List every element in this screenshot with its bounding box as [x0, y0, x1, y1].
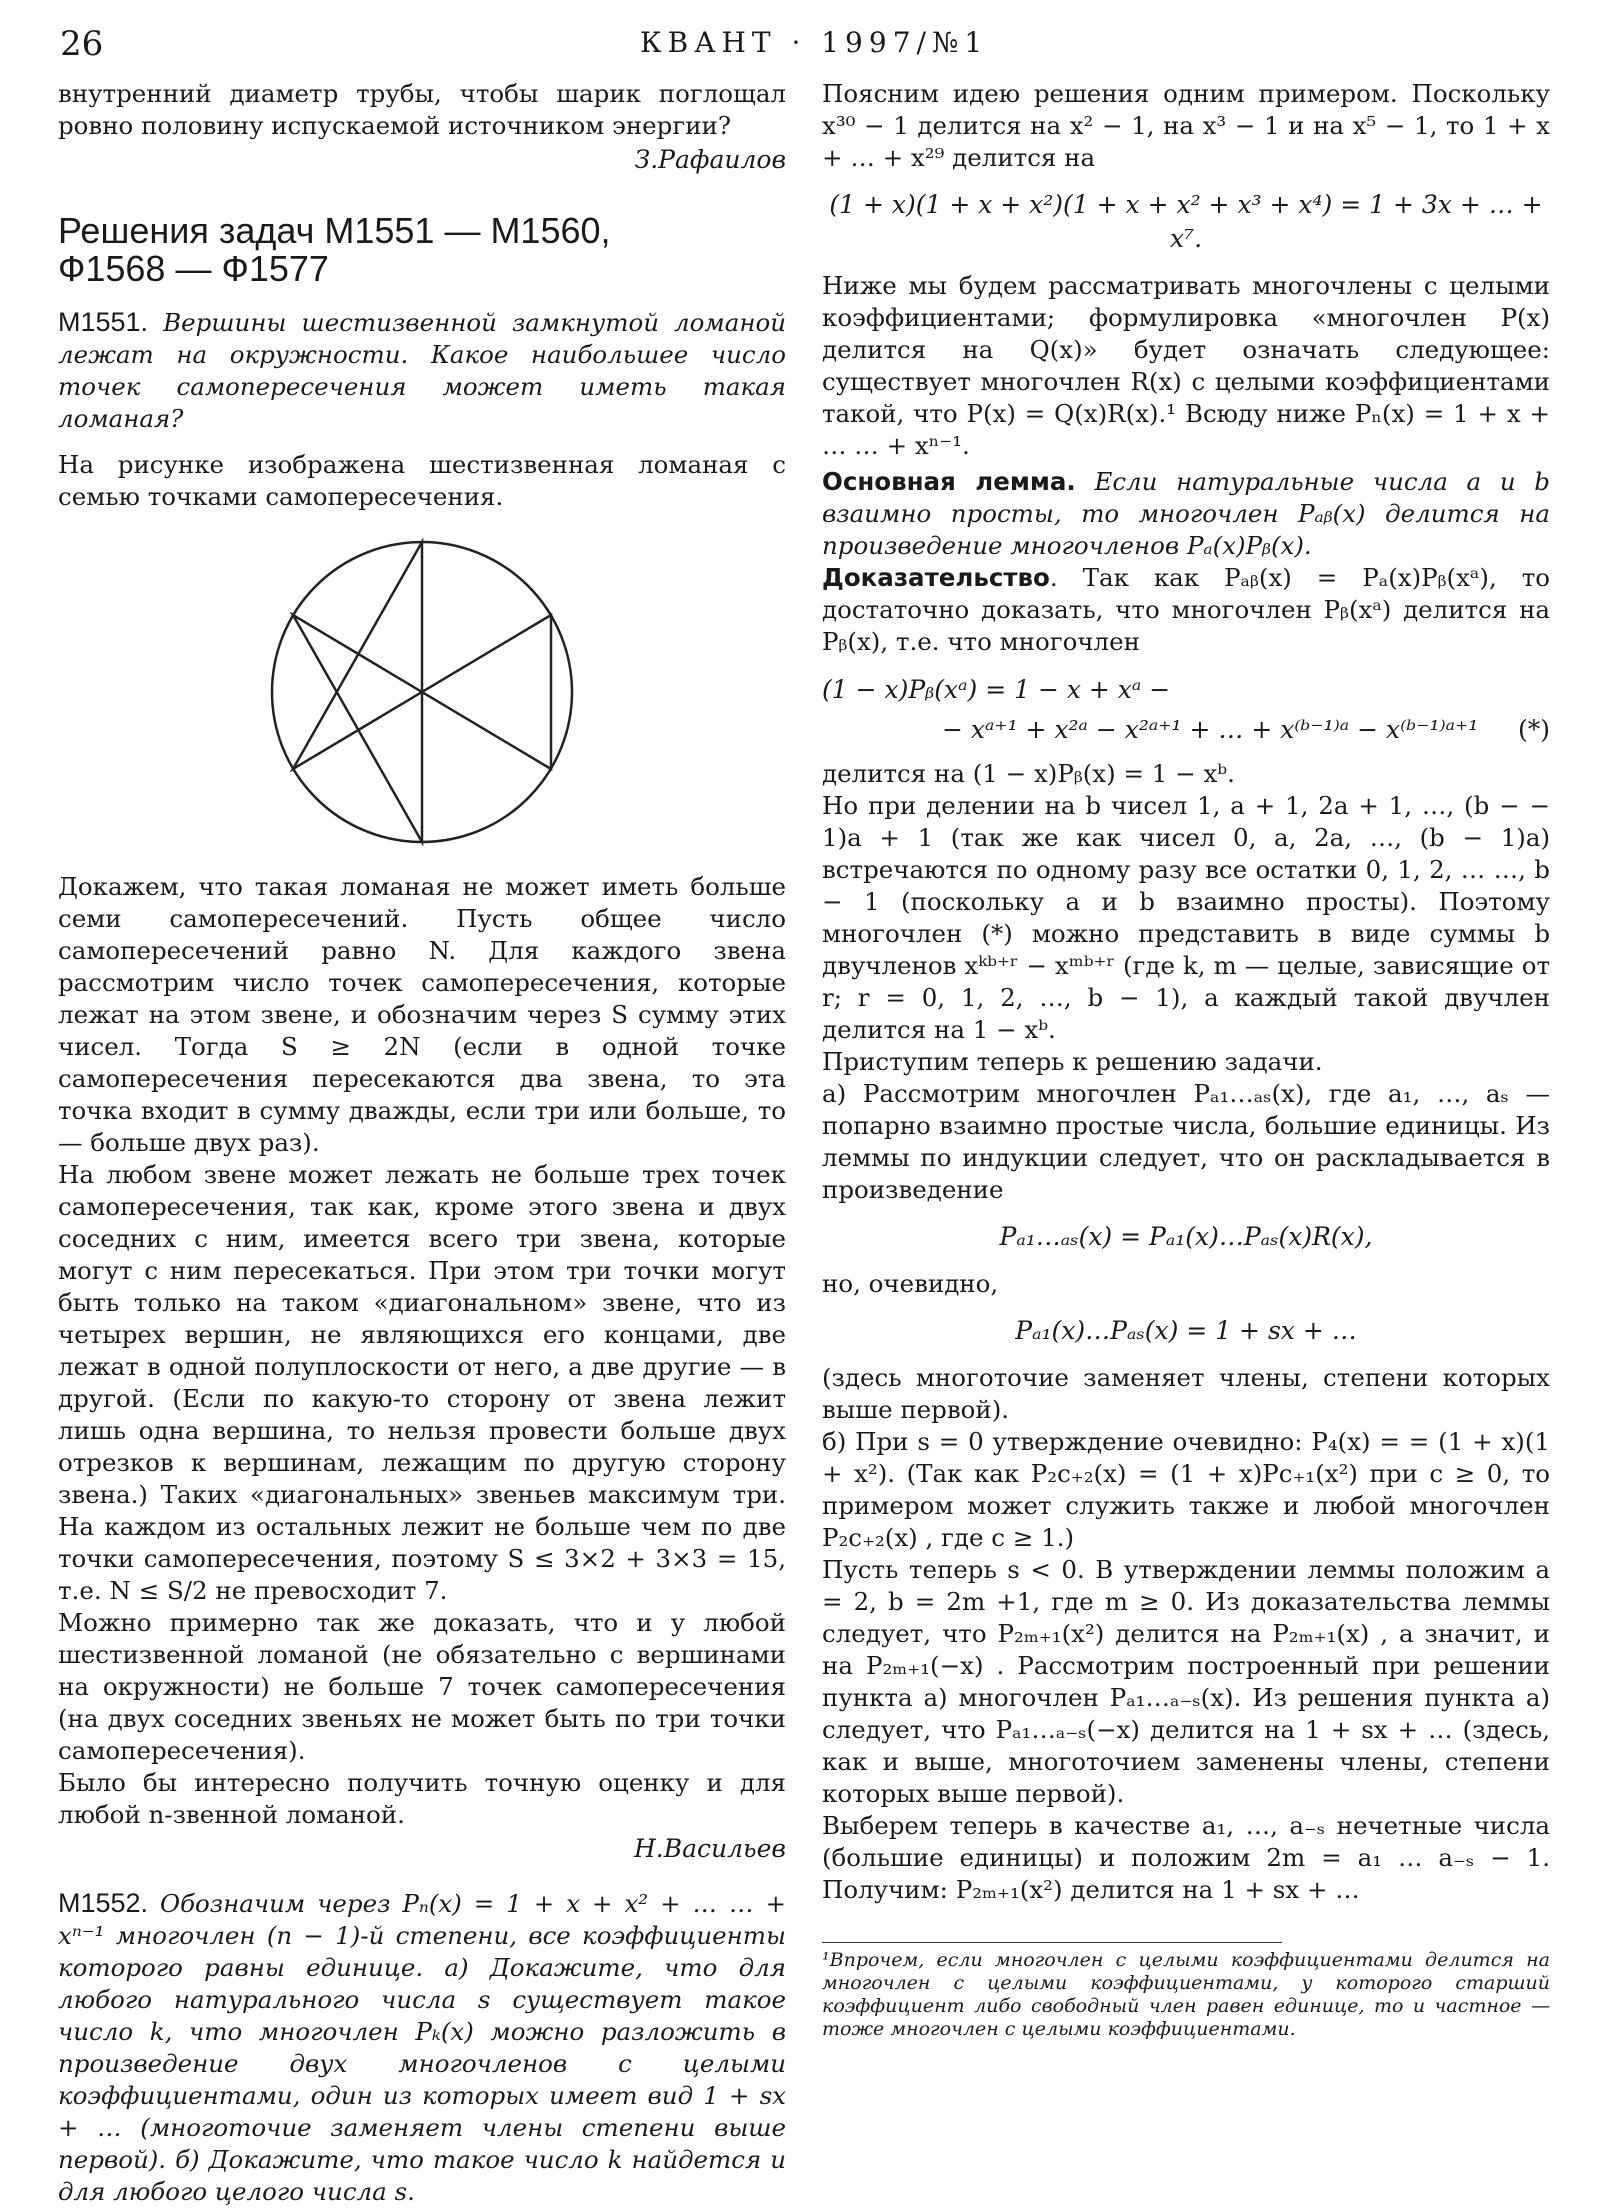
part-b-paragraph-1: б) При s = 0 утверждение очевидно: P₄(x) = = (1 + x)(1 + x²). (Так как P₂c₊₂(x) = (1 + x)Pc₊₁(x²) при c ≥ 0, то примером может служить также и любой многочлен P₂c₊₂(x) , где c ≥ 1.): [822, 1427, 1550, 1552]
formula-part-a-2: Pₐ₁(x)…Pₐₛ(x) = 1 + sx + …: [1015, 1316, 1357, 1345]
proof-text: . Так как Pₐᵦ(x) = Pₐ(x)Pᵦ(xᵃ), то достаточно доказать, что многочлен Pᵦ(xᵃ) делится на Pᵦ(x), т.е. что многочлен: [822, 563, 1550, 656]
formula-part-a-1: Pₐ₁…ₐₛ(x) = Pₐ₁(x)…Pₐₛ(x)R(x),: [999, 1222, 1373, 1251]
m1552-statement-paragraph: [58, 1887, 786, 2208]
part-b-paragraph-2: Пусть теперь s < 0. В утверждении леммы положим a = 2, b = 2m +1, где m ≥ 0. Из доказательства леммы следует, что P₂ₘ₊₁(x²) делится на P₂ₘ₊₁(x) , а значит, и на P₂ₘ₊₁(−x) . Рассмотрим построенный при решении пункта а) многочлен Pₐ₁…ₐ₋ₛ(x). Из решения пункта а) следует, что Pₐ₁…ₐ₋ₛ(−x) делится на 1 + sx + … (здесь, как и выше, многоточием заменены члены, степени которых выше первой).: [822, 1555, 1550, 1808]
m1551-proof-p3: Можно примерно так же доказать, что и у любой шестизвенной ломаной (не обязательно с вершинами на окружности) не больше 7 точек самопересечения (на двух соседних звеньях не может быть по три точки самопересечения).: [58, 1608, 786, 1765]
author-rafailov: З.Рафаилов: [634, 145, 786, 174]
author-vasiliev: Н.Васильев: [633, 1834, 786, 1863]
right-column: [822, 78, 1550, 2041]
formula-star-line2: [822, 712, 1550, 748]
formula-star-mark: (*): [1517, 715, 1550, 744]
footnote-rule: [822, 1942, 1282, 1943]
part-a-paragraph: а) Рассмотрим многочлен Pₐ₁…ₐₛ(x), где a₁, …, aₛ — попарно взаимно простые числа, большие единицы. Из леммы по индукции следует, что он раскладывается в произведение: [822, 1079, 1550, 1204]
section-title: [58, 212, 786, 288]
m1552-statement: Обозначим через Pₙ(x) = 1 + x + x² + … … + xⁿ⁻¹ многочлен (n − 1)-й степени, все коэффициенты которого равны единице. а) Докажите, что для любого натурального числа s существует такое число k, что многочлен Pₖ(x) можно разложить в произведение двух многочленов с целыми коэффициентами, один из которых имеет вид 1 + sx + … (многоточие заменяет члены степени выше первой). б) Докажите, что такое число k найдется и для любого целого числа s.: [58, 1889, 786, 2206]
obviously-line: но, очевидно,: [822, 1269, 999, 1298]
part-b-paragraph-3: Выберем теперь в качестве a₁, …, a₋ₛ нечетные числа (большие единицы) и положим 2m = a₁ … a₋ₛ − 1. Получим: P₂ₘ₊₁(x²) делится на 1 + sx + …: [822, 1811, 1550, 1904]
m1551-proof-p4: Было бы интересно получить точную оценку и для любой n-звенной ломаной.: [58, 1768, 786, 1829]
m1552-label: М1552.: [58, 1888, 149, 1918]
m1551-proof-p2: На любом звене может лежать не больше трех точек самопересечения, так как, кроме этого звена и двух соседних с ним, имеется всего три звена, которые могут с ним пересекаться. При этом три точки могут быть только на таком «диагональном» звене, что из четырех вершин, не являющихся его концами, две лежат в одной полуплоскости от него, а две другие — в другой. (Если по какую-то сторону от звена лежит лишь одна вершина, то нельзя провести больше двух отрезков к вершинам, лежащим по другую сторону звена.) Таких «диагональных» звеньев максимум три. На каждом из остальных лежит не больше чем по две точки самопересечения, поэтому S ≤ 3×2 + 3×3 = 15, т.е. N ≤ S/2 не превосходит 7.: [58, 1160, 786, 1605]
proceed-line: Приступим теперь к решению задачи.: [822, 1047, 1323, 1076]
section-title-line2: Ф1568 — Ф1577: [58, 248, 329, 289]
intro-example: Поясним идею решения одним примером. Поскольку x³⁰ − 1 делится на x² − 1, на x³ − 1 и на x⁵ − 1, то 1 + x + … + x²⁹ делится на: [822, 79, 1550, 172]
polynomial-convention: Ниже мы будем рассматривать многочлены с целыми коэффициентами; формулировка «многочлен P(x) делится на Q(x)» будет означать следующее: существует многочлен R(x) с целыми коэффициентами такой, что P(x) = Q(x)R(x).¹ Всюду ниже Pₙ(x) = 1 + x + … … + xⁿ⁻¹.: [822, 271, 1550, 460]
m1551-intro: На рисунке изображена шестизвенная ломаная с семью точками самопересечения.: [58, 450, 786, 511]
proof-label: Доказательство: [822, 563, 1050, 592]
m1551-proof-p1: Докажем, что такая ломаная не может иметь больше семи самопересечений. Пусть общее число самопересечений равно N. Для каждого звена рассмотрим число точек самопересечения, которые лежат на этом звене, и обозначим через S сумму этих чисел. Тогда S ≥ 2N (если в одной точке самопересечения пересекаются два звена, то эта точка входит в сумму дважды, если три или больше, то — больше двух раз).: [58, 872, 786, 1157]
formula-example: (1 + x)(1 + x + x²)(1 + x + x² + x³ + x⁴) = 1 + 3x + … + x⁷.: [829, 190, 1543, 253]
running-head: КВАНТ · 1997/№1: [640, 26, 989, 59]
dots-explanation: (здесь многоточие заменяет члены, степени которых выше первой).: [822, 1363, 1550, 1424]
closed-polyline: [293, 542, 551, 842]
m1551-label: М1551.: [58, 307, 149, 337]
lemma-text: Если натуральные числа a и b взаимно просты, то многочлен Pₐᵦ(x) делится на произведение многочленов Pₐ(x)Pᵦ(x).: [822, 467, 1550, 560]
left-column: [58, 78, 786, 2208]
previous-problem-end: внутренний диаметр трубы, чтобы шарик поглощал ровно половину испускаемой источником энергии?: [58, 79, 786, 140]
m1551-statement-paragraph: [58, 306, 786, 435]
footnote: ¹Впрочем, если многочлен с целыми коэффициентами делится на многочлен с целыми коэффициентами, у которого старший коэффициент либо свободный член равен единице, то и частное — тоже многочлен с целыми коэффициентами.: [822, 1949, 1550, 2040]
divides-line: делится на (1 − x)Pᵦ(x) = 1 − xᵇ.: [822, 759, 1235, 788]
page-number: 26: [60, 24, 104, 64]
lemma-label: Основная лемма.: [822, 467, 1076, 496]
proof: [822, 562, 1550, 658]
formula-star-terms: − xᵃ⁺¹ + x²ᵃ − x²ᵃ⁺¹ + … + x⁽ᵇ⁻¹⁾ᵃ − x⁽ᵇ⁻¹⁾ᵃ⁺¹: [942, 715, 1479, 744]
remainders-paragraph: Но при делении на b чисел 1, a + 1, 2a + 1, …, (b − − 1)a + 1 (так же как чисел 0, a, 2a, …, (b − 1)a) встречаются по одному разу все остатки 0, 1, 2, … …, b − 1 (поскольку a и b взаимно просты). Поэтому многочлен (*) можно представить в виде суммы b двучленов xᵏᵇ⁺ʳ − xᵐᵇ⁺ʳ (где k, m — целые, зависящие от r; r = 0, 1, 2, …, b − 1), а каждый такой двучлен делится на 1 − xᵇ.: [822, 791, 1550, 1044]
main-lemma: [822, 466, 1550, 562]
hexagram-polyline-figure: [212, 527, 632, 857]
m1551-statement: Вершины шестизвенной замкнутой ломаной лежат на окружности. Какое наибольшее число точек самопересечения может иметь такая ломаная?: [58, 308, 786, 433]
section-title-line1: Решения задач М1551 — М1560,: [58, 210, 611, 251]
formula-star-line1: (1 − x)Pᵦ(xᵃ) = 1 − x + xᵃ −: [822, 675, 1171, 704]
